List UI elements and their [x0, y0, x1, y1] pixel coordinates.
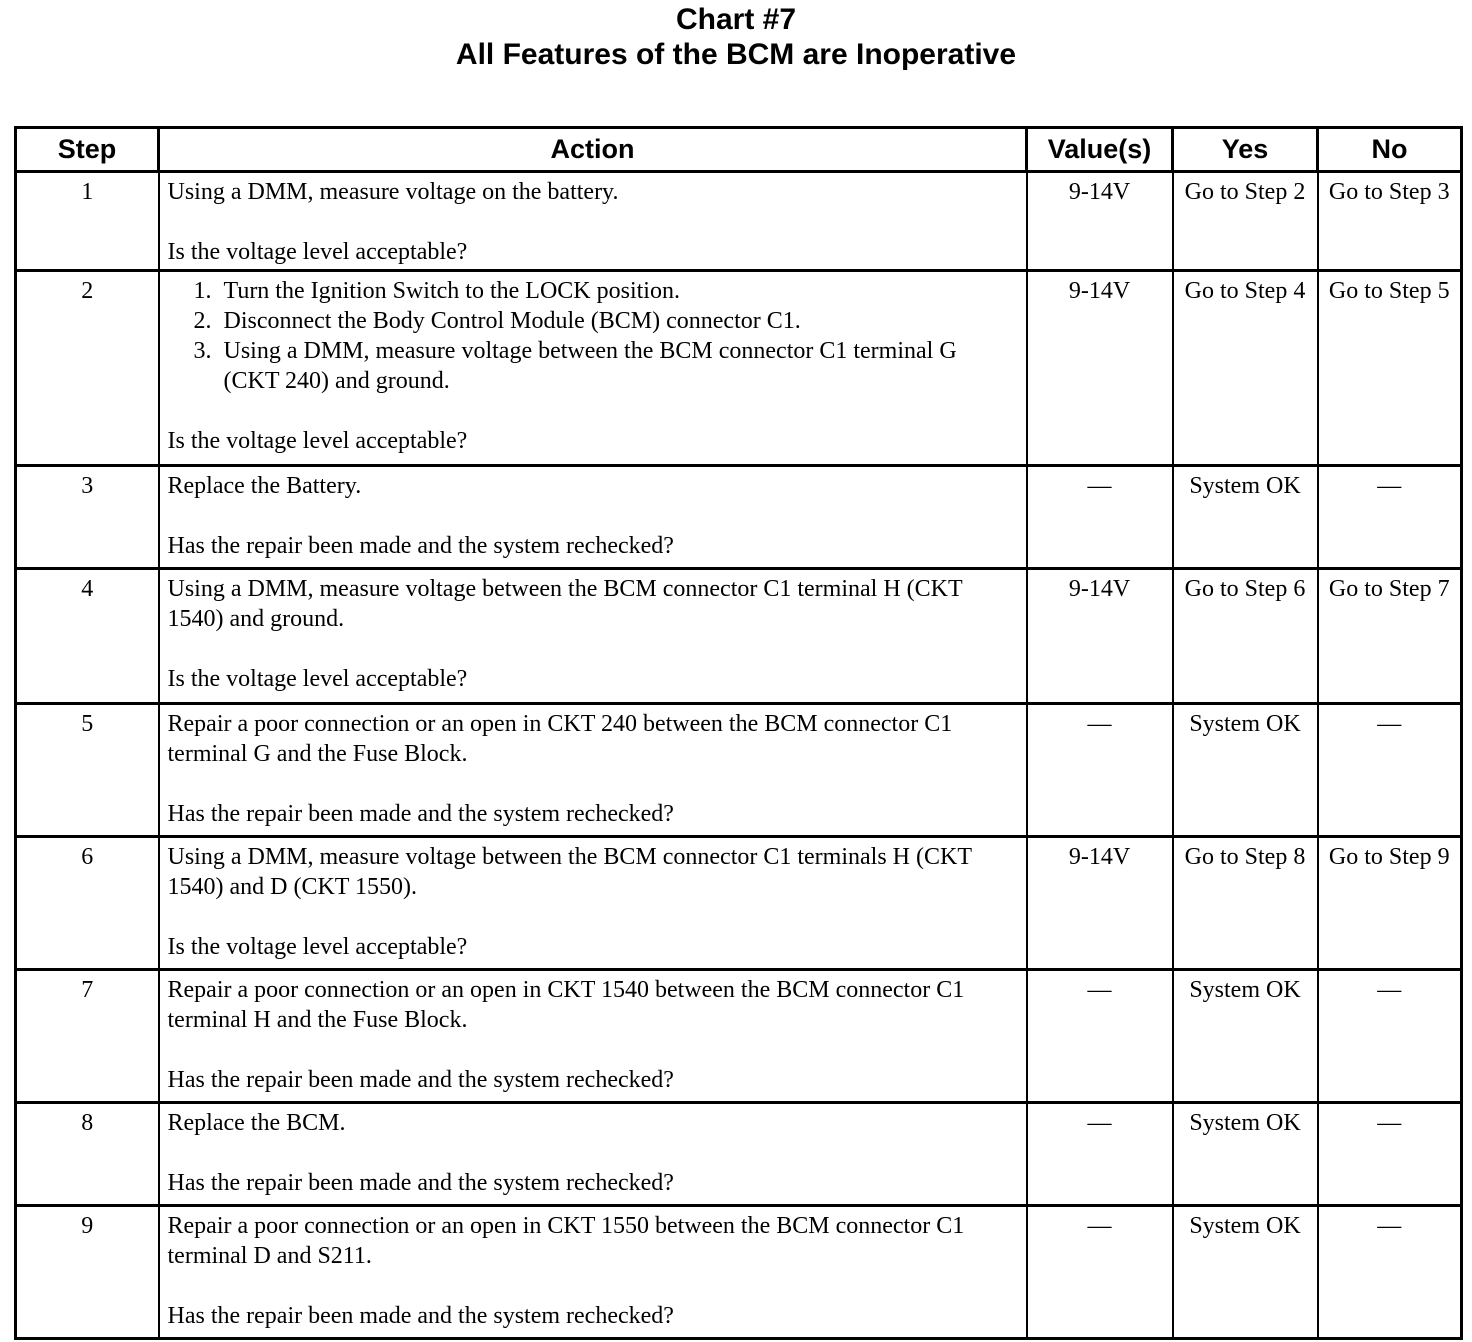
action-cell [159, 837, 1027, 970]
value-cell: — [1027, 1103, 1173, 1206]
table-row [16, 271, 1462, 466]
no-outcome: Go to Step 5 [1318, 271, 1462, 466]
substep-text: Turn the Ignition Switch to the LOCK position. [223, 278, 680, 304]
table-row [16, 1103, 1462, 1206]
action-question: Is the voltage level acceptable? [167, 934, 468, 960]
header-values: Value(s) [1027, 128, 1173, 172]
step-number: 6 [16, 837, 159, 970]
action-text: Repair a poor connection or an open in CKT 1540 between the BCM connector C1 terminal H and the Fuse Block. [167, 977, 965, 1033]
table-row [16, 172, 1462, 271]
value-cell: 9-14V [1027, 837, 1173, 970]
action-text: Repair a poor connection or an open in CKT 240 between the BCM connector C1 terminal G and the Fuse Block. [167, 711, 953, 767]
action-question: Is the voltage level acceptable? [167, 666, 468, 692]
action-text: Replace the Battery. [167, 473, 362, 499]
step-number: 9 [16, 1206, 159, 1339]
action-text: Replace the BCM. [167, 1110, 346, 1136]
action-text: Using a DMM, measure voltage between the BCM connector C1 terminals H (CKT 1540) and D (CKT 1550). [167, 844, 972, 900]
substep-text: Disconnect the Body Control Module (BCM) connector C1. [223, 308, 801, 334]
action-cell [159, 970, 1027, 1103]
no-outcome: — [1318, 704, 1462, 837]
step-number: 4 [16, 569, 159, 704]
step-number: 2 [16, 271, 159, 466]
action-cell [159, 271, 1027, 466]
yes-outcome: System OK [1173, 704, 1318, 837]
action-cell [159, 569, 1027, 704]
yes-outcome: Go to Step 6 [1173, 569, 1318, 704]
table-row [16, 569, 1462, 704]
table-row [16, 970, 1462, 1103]
diagnostic-table [14, 126, 1463, 1340]
value-cell: 9-14V [1027, 172, 1173, 271]
yes-outcome: Go to Step 8 [1173, 837, 1318, 970]
value-cell: 9-14V [1027, 271, 1173, 466]
yes-outcome: System OK [1173, 466, 1318, 569]
yes-outcome: Go to Step 4 [1173, 271, 1318, 466]
action-cell [159, 1103, 1027, 1206]
chart-title-block [0, 2, 1472, 72]
action-question: Has the repair been made and the system rechecked? [167, 1170, 674, 1196]
action-substep [193, 306, 1018, 336]
action-question: Has the repair been made and the system rechecked? [167, 533, 674, 559]
action-substeps [168, 276, 1018, 396]
step-number: 8 [16, 1103, 159, 1206]
header-no: No [1318, 128, 1462, 172]
no-outcome: — [1318, 970, 1462, 1103]
substep-number: 3. [193, 338, 212, 364]
substep-text: Using a DMM, measure voltage between the BCM connector C1 terminal G (CKT 240) and ground. [223, 338, 957, 394]
table-row [16, 1206, 1462, 1339]
action-text: Repair a poor connection or an open in CKT 1550 between the BCM connector C1 terminal D and S211. [167, 1213, 965, 1269]
step-number: 3 [16, 466, 159, 569]
table-row [16, 704, 1462, 837]
table-row [16, 837, 1462, 970]
substep-number: 2. [193, 308, 212, 334]
step-number: 5 [16, 704, 159, 837]
action-cell [159, 466, 1027, 569]
step-number: 1 [16, 172, 159, 271]
action-question: Is the voltage level acceptable? [167, 428, 468, 454]
yes-outcome: System OK [1173, 970, 1318, 1103]
action-text: Using a DMM, measure voltage on the battery. [167, 179, 619, 205]
value-cell: — [1027, 970, 1173, 1103]
header-action: Action [159, 128, 1027, 172]
value-cell: — [1027, 466, 1173, 569]
action-question: Has the repair been made and the system rechecked? [167, 801, 674, 827]
action-text: Using a DMM, measure voltage between the BCM connector C1 terminal H (CKT 1540) and ground. [167, 576, 963, 632]
yes-outcome: System OK [1173, 1103, 1318, 1206]
yes-outcome: Go to Step 2 [1173, 172, 1318, 271]
action-substep [193, 276, 1018, 306]
header-yes: Yes [1173, 128, 1318, 172]
action-substep [193, 336, 1018, 396]
chart-subject-title: All Features of the BCM are Inoperative [455, 38, 1017, 71]
yes-outcome: System OK [1173, 1206, 1318, 1339]
no-outcome: Go to Step 9 [1318, 837, 1462, 970]
no-outcome: — [1318, 1103, 1462, 1206]
header-step: Step [16, 128, 159, 172]
table-header-row [16, 128, 1462, 172]
action-question: Is the voltage level acceptable? [167, 239, 468, 265]
value-cell: — [1027, 1206, 1173, 1339]
value-cell: — [1027, 704, 1173, 837]
action-cell [159, 172, 1027, 271]
substep-number: 1. [193, 278, 212, 304]
table-row [16, 466, 1462, 569]
chart-number-title: Chart #7 [675, 3, 797, 36]
no-outcome: Go to Step 7 [1318, 569, 1462, 704]
value-cell: 9-14V [1027, 569, 1173, 704]
action-question: Has the repair been made and the system rechecked? [167, 1303, 674, 1329]
no-outcome: — [1318, 1206, 1462, 1339]
action-cell [159, 704, 1027, 837]
no-outcome: Go to Step 3 [1318, 172, 1462, 271]
action-question: Has the repair been made and the system rechecked? [167, 1067, 674, 1093]
no-outcome: — [1318, 466, 1462, 569]
step-number: 7 [16, 970, 159, 1103]
action-cell [159, 1206, 1027, 1339]
